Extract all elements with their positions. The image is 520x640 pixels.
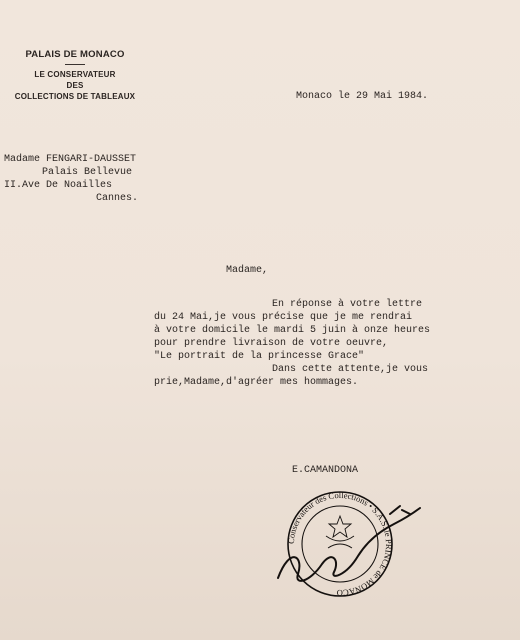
recipient-address-2: II.Ave De Noailles [4, 180, 113, 191]
stamp-lettering-path: Conservateur des Collections • S.A.S. le PRINCE de MONACO [285, 489, 395, 599]
body-line-1: En réponse à votre lettre [272, 299, 423, 310]
coat-of-arms-icon [326, 536, 354, 548]
body-line-2: du 24 Mai,je vous précise que je me rendrai [154, 312, 413, 323]
body-line-4: pour prendre livraison de votre oeuvre, [154, 338, 389, 349]
letterhead-line-3: COLLECTIONS DE TABLEAUX [14, 92, 136, 101]
body-line-7: prie,Madame,d'agréer mes hommages. [154, 377, 359, 388]
recipient-address-1: Palais Bellevue [42, 167, 133, 178]
crown-icon [329, 516, 351, 537]
letterhead-title: PALAIS DE MONACO [25, 49, 125, 60]
recipient-city: Cannes. [96, 193, 139, 204]
official-stamp [270, 486, 430, 606]
letterhead-line-1: LE CONSERVATEUR [34, 70, 116, 79]
body-line-5: "Le portrait de la princesse Grace" [154, 351, 365, 362]
recipient-name: Madame FENGARI-DAUSSET [4, 154, 137, 165]
letterhead-divider [65, 64, 85, 65]
salutation: Madame, [226, 265, 269, 276]
letterhead-line-2: DES [66, 81, 84, 90]
signatory-name: E.CAMANDONA [292, 465, 359, 476]
letterhead [0, 48, 150, 102]
body-line-3: à votre domicile le mardi 5 juin à onze heures [154, 325, 431, 336]
body-line-6: Dans cette attente,je vous [272, 364, 429, 375]
date-line: Monaco le 29 Mai 1984. [296, 91, 429, 102]
